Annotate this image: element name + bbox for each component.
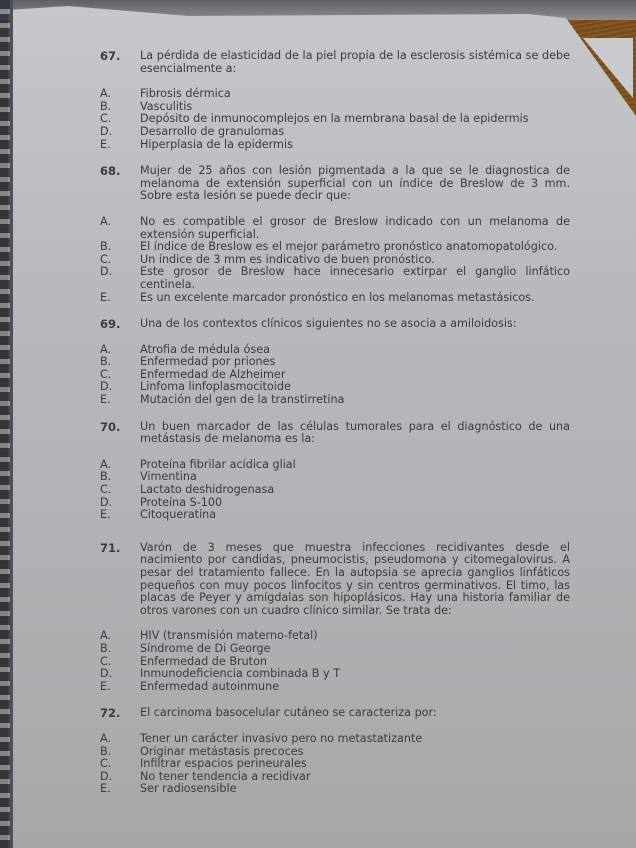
option-text: Enfermedad de Bruton <box>140 654 268 668</box>
option-letter: D. <box>100 769 113 783</box>
option-text: Citoqueratina <box>140 508 217 522</box>
page-stack-edge <box>10 0 13 848</box>
option-letter: C. <box>100 112 112 126</box>
option-text: Hiperplasia de la epidermis <box>140 137 293 151</box>
question-stem <box>100 421 570 446</box>
option-d <box>100 126 570 139</box>
question-number: 71. <box>100 540 121 555</box>
option-text: Vasculitis <box>140 99 193 113</box>
options-list <box>100 344 570 407</box>
question-stem <box>100 707 570 720</box>
option-letter: A. <box>100 214 112 228</box>
option-letter: E. <box>100 393 111 407</box>
option-text: Mutación del gen de la transtirretina <box>140 393 345 407</box>
option-text: Síndrome de Di George <box>140 641 271 655</box>
exam-content <box>100 50 570 810</box>
option-letter: D. <box>100 124 113 138</box>
option-letter: D. <box>100 495 113 509</box>
option-text: Linfoma linfoplasmocitoide <box>140 380 291 394</box>
option-b <box>100 241 570 254</box>
option-text: Proteína fibrilar acídica glial <box>140 457 296 471</box>
options-list <box>100 630 570 693</box>
option-text: HIV (transmisión materno-fetal) <box>140 629 318 643</box>
option-letter: C. <box>100 483 112 497</box>
spiral-binding <box>0 0 10 848</box>
options-list <box>100 459 570 522</box>
question-stem <box>100 165 570 203</box>
option-letter: C. <box>100 654 112 668</box>
option-e <box>100 509 570 522</box>
option-c <box>100 758 570 771</box>
option-text: Un índice de 3 mm es indicativo de buen pronóstico. <box>140 252 435 266</box>
option-text: Lactato deshidrogenasa <box>140 483 275 497</box>
option-letter: C. <box>100 757 112 771</box>
option-text: Enfermedad autoinmune <box>140 679 280 693</box>
question-71 <box>100 542 570 694</box>
question-text: La pérdida de elasticidad de la piel propia de la esclerosis sistémica se debe esencialmente a: <box>140 49 570 75</box>
option-letter: B. <box>100 355 112 369</box>
option-d <box>100 668 570 681</box>
option-letter: D. <box>100 380 113 394</box>
question-text: Un buen marcador de las células tumorales para el diagnóstico de una metástasis de melanoma es la: <box>140 419 570 446</box>
option-letter: B. <box>100 240 112 254</box>
options-list <box>100 733 570 796</box>
option-text: Vimentina <box>140 470 197 484</box>
option-text: Originar metástasis precoces <box>140 744 304 758</box>
option-e <box>100 292 570 305</box>
option-e <box>100 681 570 694</box>
option-b <box>100 356 570 369</box>
option-text: Enfermedad de Alzheimer <box>140 367 286 381</box>
option-letter: C. <box>100 252 112 266</box>
option-text: Es un excelente marcador pronóstico en los melanomas metastásicos. <box>140 290 535 304</box>
option-letter: E. <box>100 508 111 522</box>
option-e <box>100 139 570 152</box>
question-stem <box>100 50 570 75</box>
option-letter: E. <box>100 137 111 151</box>
question-text: Varón de 3 meses que muestra infecciones recidivantes desde el nacimiento por candidas, pneumocistis, pseudomona y citomegalovirus. A pesar del tratamiento fallece. En la autopsia se aprecia ganglios linfáticos pequeños con muy pocos linfocitos y sin centros germinativos. El timo, las placas de Peyer y amígdalas son hipoplásicos. Hay una historia familiar de otros varones con un cuadro clínico similar. Se trata de: <box>140 540 570 617</box>
option-text: Este grosor de Breslow hace innecesario extirpar el ganglio linfático centinela. <box>140 265 570 291</box>
question-number: 67. <box>100 49 121 63</box>
question-69 <box>100 318 570 407</box>
options-list <box>100 88 570 151</box>
question-67 <box>100 50 570 151</box>
question-text: Una de los contextos clínicos siguientes no se asocia a amiloidosis: <box>140 317 517 331</box>
option-letter: B. <box>100 470 112 484</box>
option-letter: E. <box>100 782 111 796</box>
option-a <box>100 733 570 746</box>
option-text: El índice de Breslow es el mejor parámetro pronóstico anatomopatológico. <box>140 240 558 254</box>
option-text: No tener tendencia a recidivar <box>140 769 311 783</box>
option-text: Tener un carácter invasivo pero no metastatizante <box>140 731 423 745</box>
option-letter: B. <box>100 99 112 113</box>
question-68 <box>100 165 570 304</box>
option-text: No es compatible el grosor de Breslow indicado con un melanoma de extensión superficial. <box>140 214 570 241</box>
option-e <box>100 783 570 796</box>
option-letter: A. <box>100 457 112 471</box>
option-text: Depósito de inmunocomplejos en la membrana basal de la epidermis <box>140 112 529 126</box>
option-text: Proteína S-100 <box>140 495 223 509</box>
question-number: 69. <box>100 317 121 332</box>
option-c <box>100 484 570 497</box>
option-letter: A. <box>100 731 112 745</box>
option-letter: D. <box>100 667 113 681</box>
option-letter: A. <box>100 87 112 101</box>
option-text: Infiltrar espacios perineurales <box>140 757 307 771</box>
option-letter: C. <box>100 367 112 381</box>
option-text: Ser radiosensible <box>140 782 237 796</box>
option-letter: A. <box>100 342 112 356</box>
question-text: Mujer de 25 años con lesión pigmentada a la que se le diagnostica de melanoma de extensión superficial con un índice de Breslow de 3 mm. Sobre esta lesión se puede decir que: <box>140 164 570 203</box>
question-stem <box>100 542 570 618</box>
option-letter: A. <box>100 629 112 643</box>
option-letter: E. <box>100 290 111 304</box>
question-text: El carcinoma basocelular cutáneo se caracteriza por: <box>140 706 437 720</box>
question-72 <box>100 707 570 796</box>
options-list <box>100 216 570 304</box>
option-letter: E. <box>100 679 111 693</box>
option-text: Fibrosis dérmica <box>140 87 231 101</box>
option-a <box>100 216 570 241</box>
option-b <box>100 643 570 656</box>
option-text: Atrofia de médula ósea <box>140 342 270 356</box>
option-d <box>100 266 570 291</box>
question-number: 70. <box>100 419 121 434</box>
question-stem <box>100 318 570 331</box>
question-70 <box>100 421 570 522</box>
question-number: 68. <box>100 164 121 179</box>
option-letter: B. <box>100 744 112 758</box>
option-text: Desarrollo de granulomas <box>140 124 285 138</box>
option-letter: B. <box>100 641 112 655</box>
option-a <box>100 88 570 101</box>
option-e <box>100 394 570 407</box>
option-letter: D. <box>100 265 113 279</box>
option-text: Inmunodeficiencia combinada B y T <box>140 667 341 681</box>
option-text: Enfermedad por priones <box>140 355 276 369</box>
question-number: 72. <box>100 706 121 721</box>
